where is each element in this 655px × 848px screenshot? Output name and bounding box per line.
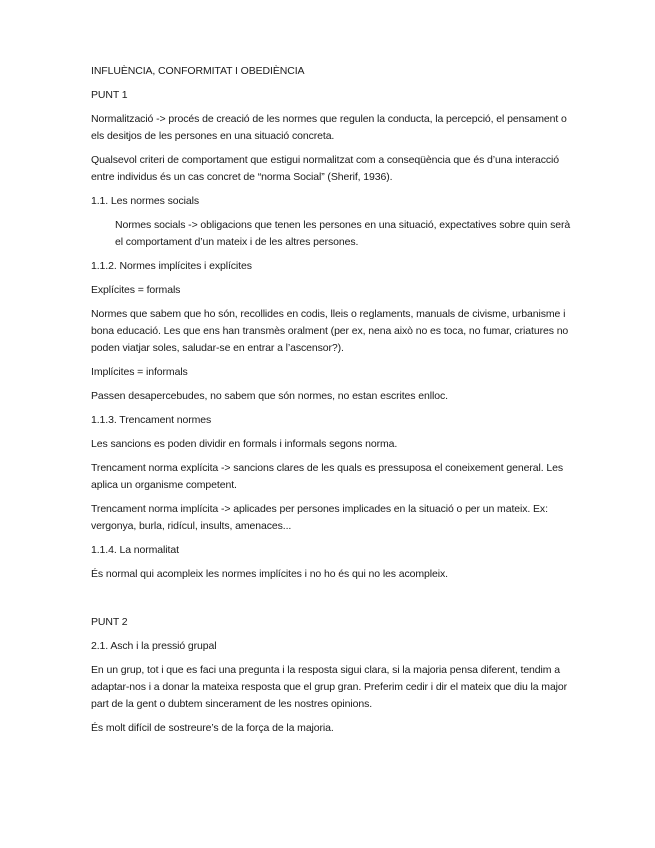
- paragraph-implicites-informals: Implícites = informals: [91, 366, 188, 378]
- heading-punt-2: PUNT 2: [91, 616, 128, 628]
- paragraph-en-un-grup: En un grup, tot i que es faci una pregunta i la resposta sigui clara, si la majoria pensa diferent, tendim a adaptar-nos i a donar la mateixa resposta que el grup gran. Preferim cedir i dir el mateix que diu la major part de la gent o dubtem sincerament de les nostres opinions.: [91, 664, 568, 710]
- heading-1-1-les-normes-socials: 1.1. Les normes socials: [91, 195, 200, 207]
- document-title: INFLUÈNCIA, CONFORMITAT I OBEDIÈNCIA: [91, 65, 305, 77]
- paragraph-qualsevol-criteri: Qualsevol criteri de comportament que estigui normalitzat com a conseqüència que és d’una interacció entre individus és un cas concret de “norma Social” (Sherif, 1936).: [91, 154, 560, 183]
- paragraph-normes-que-sabem: Normes que sabem que ho són, recollides en codis, lleis o reglaments, manuals de civisme, urbanisme i bona educació. Les que ens han transmès oralment (per ex, nena això no es toca, no fumar, criatures no poden viatjar soles, saludar-se en entrar a l’ascensor?).: [91, 308, 569, 354]
- heading-1-1-4-la-normalitat: 1.1.4. La normalitat: [91, 544, 179, 556]
- paragraph-es-normal: És normal qui acompleix les normes implícites i no ho és qui no les acompleix.: [91, 568, 448, 580]
- heading-1-1-2-normes-implicites-explicites: 1.1.2. Normes implícites i explícites: [91, 260, 252, 272]
- heading-2-1-asch-pressio-grupal: 2.1. Asch i la pressió grupal: [91, 640, 217, 652]
- paragraph-trencament-norma-explicita: Trencament norma explícita -> sancions clares de les quals es pressuposa el coneixement general. Les aplica un organisme competent.: [91, 462, 563, 491]
- paragraph-trencament-norma-implicita: Trencament norma implícita -> aplicades per persones implicades en la situació o per un mateix. Ex: vergonya, burla, ridícul, insults, amenaces...: [91, 503, 548, 532]
- paragraph-normes-socials: Normes socials -> obligacions que tenen les persones en una situació, expectatives sobre quin serà el comportament d’un mateix i de les altres persones.: [115, 219, 571, 248]
- heading-1-1-3-trencament-normes: 1.1.3. Trencament normes: [91, 414, 212, 426]
- paragraph-explicites-formals: Explícites = formals: [91, 284, 181, 296]
- paragraph-passen-desapercebudes: Passen desapercebudes, no sabem que són normes, no estan escrites enlloc.: [91, 390, 448, 402]
- paragraph-les-sancions: Les sancions es poden dividir en formals i informals segons norma.: [91, 438, 398, 450]
- document-content: [91, 63, 571, 744]
- paragraph-normalitzacio: Normalització -> procés de creació de les normes que regulen la conducta, la percepció, el pensament o els desitjos de les persones en una situació concreta.: [91, 113, 567, 142]
- heading-punt-1: PUNT 1: [91, 89, 128, 101]
- paragraph-es-molt-dificil: És molt difícil de sostreure’s de la força de la majoria.: [91, 722, 334, 734]
